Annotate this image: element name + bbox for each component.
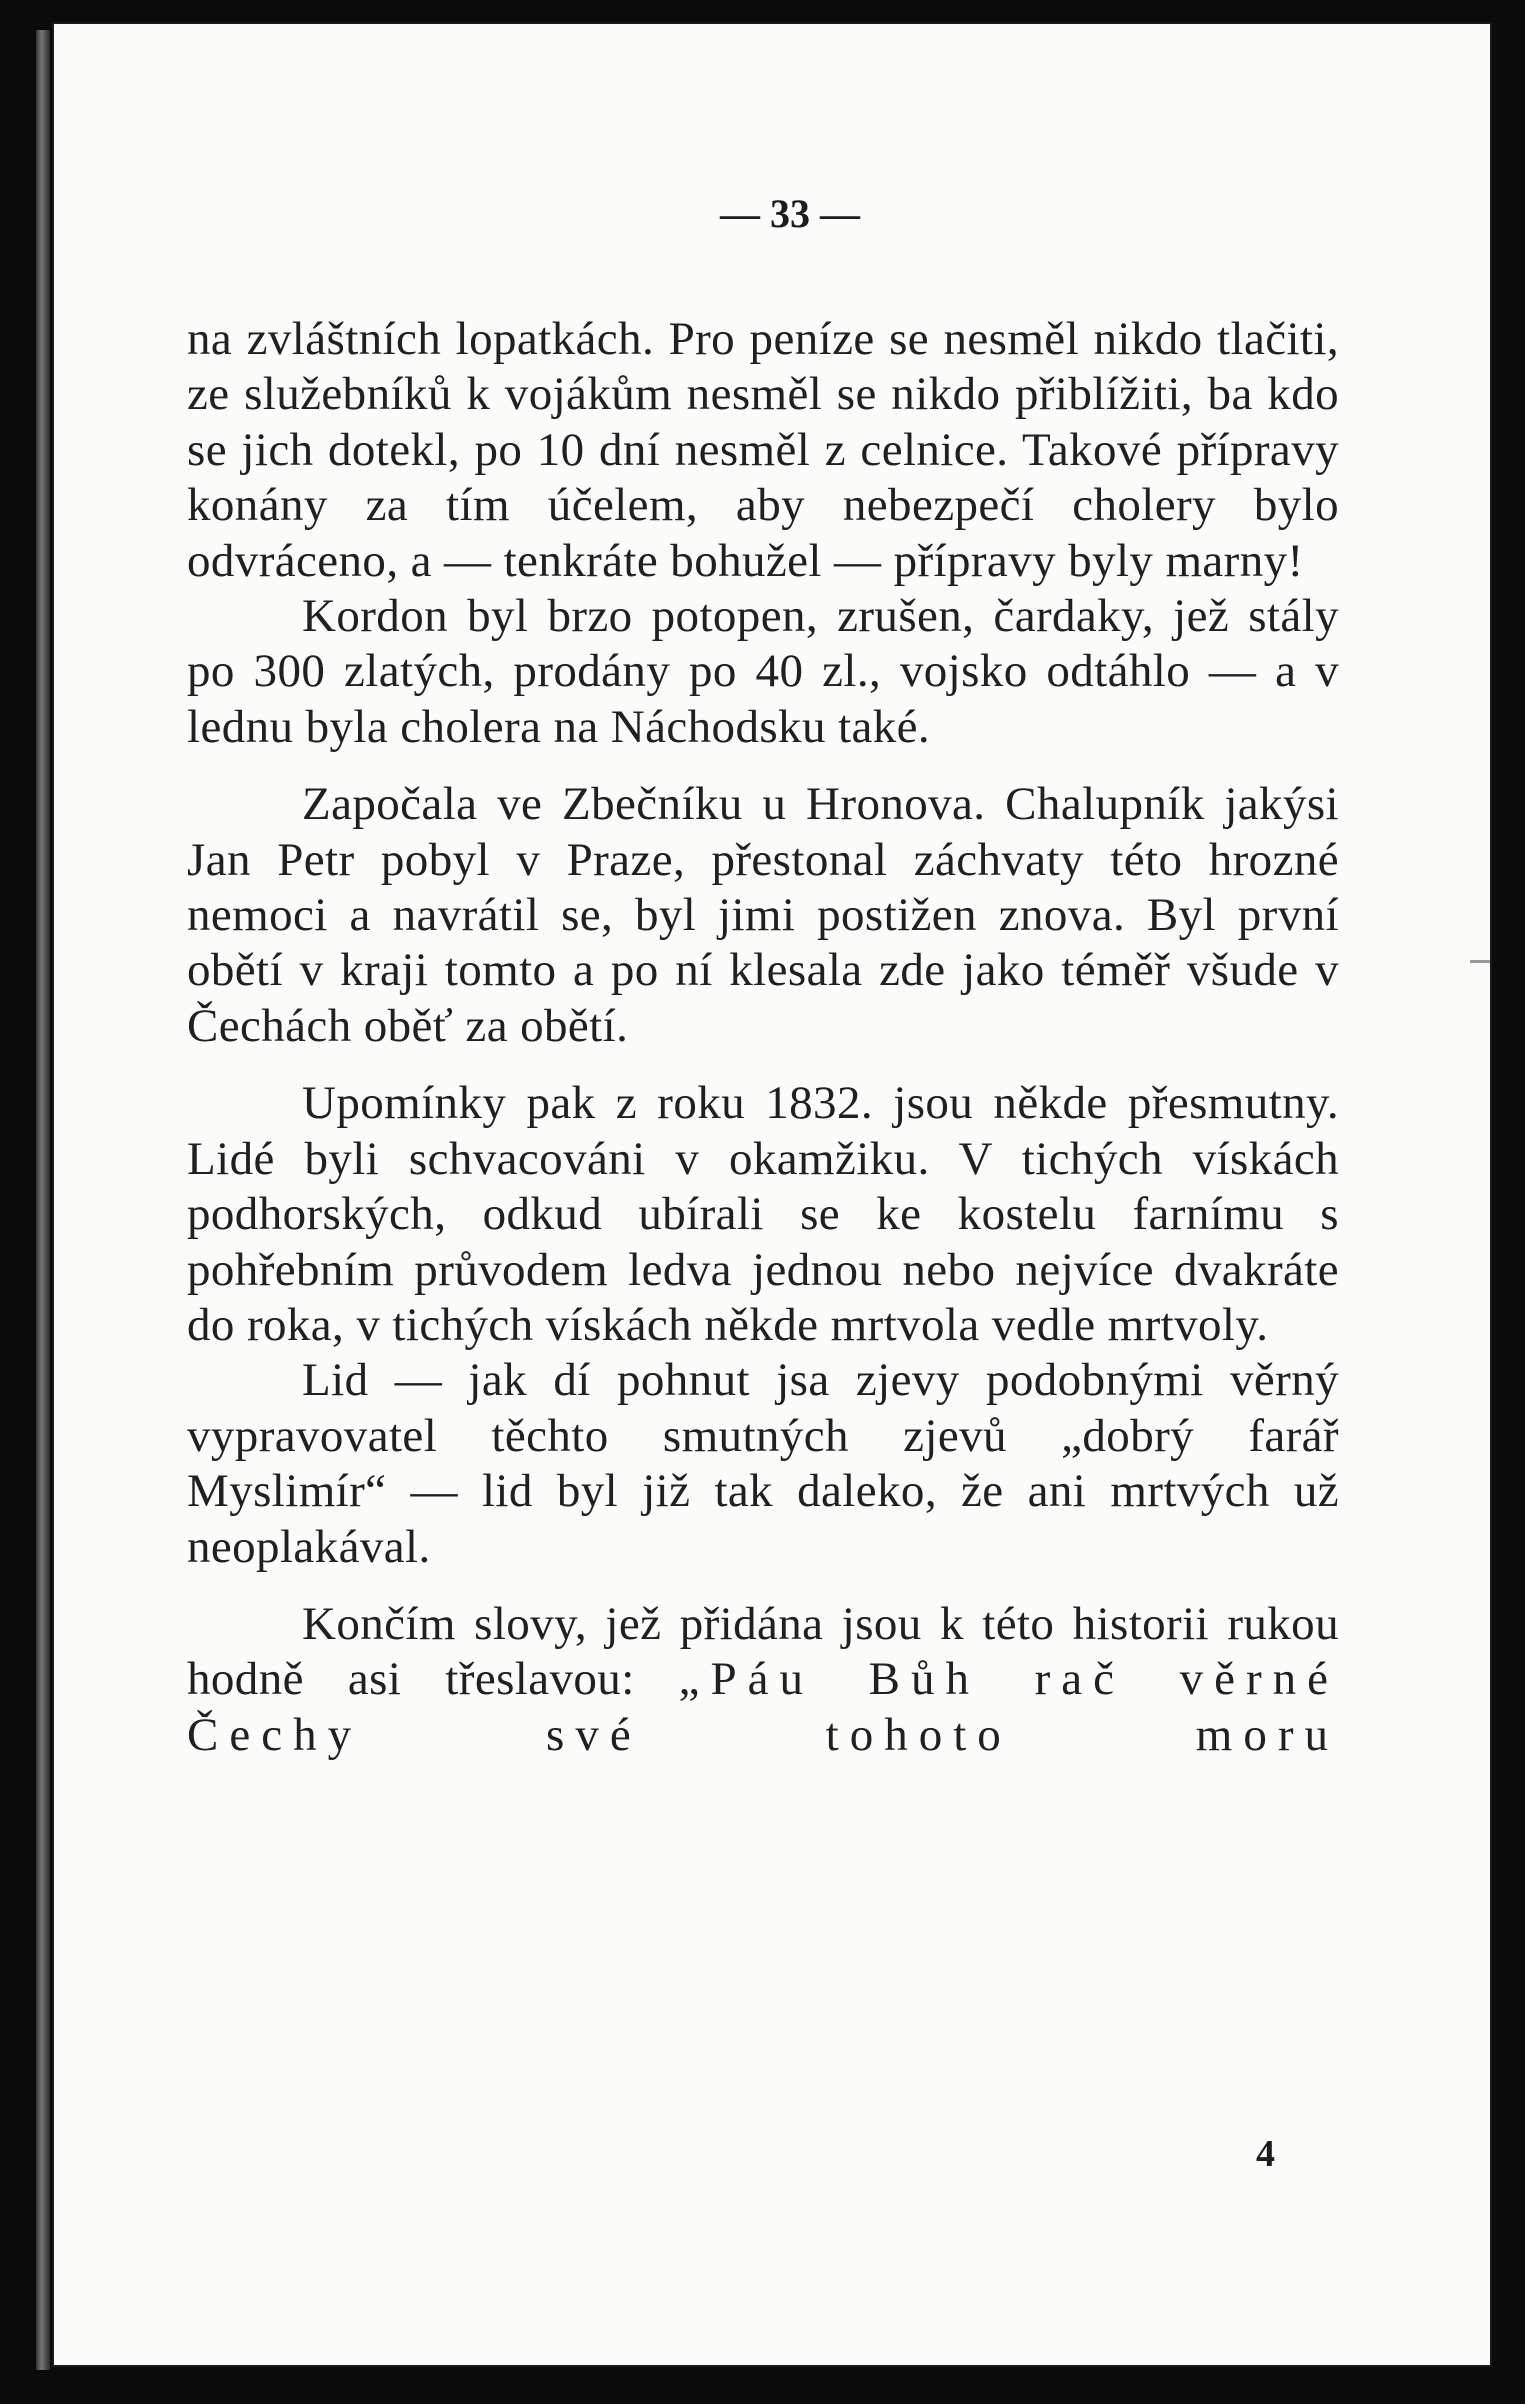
paragraph-3: Započala ve Zbečníku u Hronova. Chalupník jakýsi Jan Petr pobyl v Praze, přestonal záchvaty této hrozné nemoci a navrátil se, byl jimi postižen znova. Byl první obětí v kraji tomto a po ní klesala zde jako téměř všude v Čechách oběť za obětí. (187, 778, 1339, 1052)
paragraph-6 (187, 1597, 1339, 1763)
closing-intro: Končím slovy, jež přidána jsou k této historii rukou hodně asi třeslavou: (187, 1597, 1339, 1706)
book-page (52, 22, 1492, 2367)
paragraph-4: Upomínky pak z roku 1832. jsou někde přesmutny. Lidé byli schvacováni v okamžiku. V tichých vískách podhorských, odkud ubírali se ke kostelu farnímu s pohřebním průvodem ledva jednou nebo nejvíce dvakráte do roka, v tichých vískách někde mrtvola vedle mrtvoly. (187, 1077, 1339, 1351)
page-edge (36, 30, 50, 2370)
closing-quote: „Páu Bůh rač věrné Čechy své tohoto moru (187, 1653, 1339, 1761)
page-number: — 33 — (720, 191, 860, 236)
paragraph-2: Kordon byl brzo potopen, zrušen, čardaky, jež stály po 300 zlatých, prodány po 40 zl., vojsko odtáhlo — a v lednu byla cholera na Náchodsku také. (187, 590, 1339, 753)
paragraph-1: na zvláštních lopatkách. Pro peníze se nesměl nikdo tlačiti, ze služebníků k vojákům nesměl se nikdo přiblížiti, ba kdo se jich dotekl, po 10 dní nesměl z celnice. Takové přípravy konány za tím účelem, aby nebezpečí cholery bylo odvráceno, a — tenkráte bohužel — přípravy byly marny! (187, 313, 1339, 587)
page-text (187, 312, 1339, 1763)
paragraph-5: Lid — jak dí pohnut jsa zjevy podobnými věrný vypravovatel těchto smutných zjevů „dobrý farář Myslimír“ — lid byl již tak daleko, že ani mrtvých už neoplakával. (187, 1354, 1339, 1573)
signature-mark: 4 (1256, 2133, 1275, 2175)
scan-speck (1470, 960, 1490, 963)
